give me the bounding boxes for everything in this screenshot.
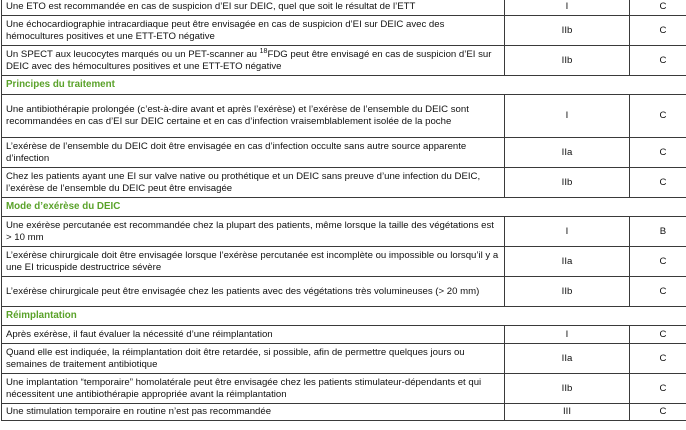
recommendation-text: Une exérèse percutanée est recommandée chez la plupart des patients, même lorsque la taille des végétations est > 10 mm [2, 217, 505, 247]
recommendation-text: Après exérèse, il faut évaluer la nécessité d’une réimplantation [2, 326, 505, 344]
recommendation-class: IIb [505, 277, 630, 307]
table-row [2, 0, 686, 16]
section-title: Réimplantation [2, 307, 686, 326]
text-post: FDG peut être envisagé en cas de suspicion d’EI sur DEIC avec des hémocultures positives et une ETT-ETO négative [6, 48, 492, 72]
evidence-level: C [630, 95, 686, 138]
recommendation-text: Chez les patients ayant une EI sur valve native ou prothétique et un DEIC sans preuve d’une infection du DEIC, l’exérèse de l’ensemble du DEIC peut être envisagée [2, 168, 505, 198]
recommendation-text: Une ETO est recommandée en cas de suspicion d’EI sur DEIC, quel que soit le résultat de l’ETT [2, 0, 505, 16]
recommendation-text: Une stimulation temporaire en routine n’est pas recommandée [2, 404, 505, 421]
evidence-level: C [630, 247, 686, 277]
evidence-level: C [630, 344, 686, 374]
recommendation-class: IIa [505, 138, 630, 168]
evidence-level: C [630, 404, 686, 421]
table-row [2, 404, 686, 421]
table-row [2, 374, 686, 404]
section-header-row [2, 307, 686, 326]
table-row [2, 344, 686, 374]
recommendation-text [2, 46, 505, 76]
section-header-row [2, 198, 686, 217]
isotope-superscript: 18 [259, 47, 268, 55]
table-row [2, 46, 686, 76]
evidence-level: C [630, 326, 686, 344]
evidence-level: B [630, 217, 686, 247]
recommendation-class: III [505, 404, 630, 421]
table-row [2, 277, 686, 307]
recommendation-class: IIa [505, 247, 630, 277]
recommendation-class: I [505, 217, 630, 247]
table-row [2, 95, 686, 138]
recommendations-table [1, 0, 686, 421]
text-pre: Un SPECT aux leucocytes marqués ou un PET-scanner au [6, 48, 260, 60]
evidence-level: C [630, 46, 686, 76]
recommendation-class: IIb [505, 374, 630, 404]
table-row [2, 217, 686, 247]
section-header-row [2, 76, 686, 95]
recommendation-text: Une antibiothérapie prolongée (c’est-à-dire avant et après l’exérèse) et l’exérèse de l’ensemble du DEIC sont recommandées en cas d’EI sur DEIC certaine et en cas d’infection vraisemblablement isolée de la poche [2, 95, 505, 138]
table-row [2, 326, 686, 344]
recommendation-text: L’exérèse de l’ensemble du DEIC doit être envisagée en cas d’infection occulte sans autre source apparente d’infection [2, 138, 505, 168]
table-row [2, 16, 686, 46]
evidence-level: C [630, 138, 686, 168]
table-row [2, 168, 686, 198]
evidence-level: C [630, 16, 686, 46]
recommendation-text: L’exérèse chirurgicale doit être envisagée lorsque l’exérèse percutanée est incomplète ou impossible ou lorsqu’il y a une EI tricuspide destructrice sévère [2, 247, 505, 277]
recommendation-text: Quand elle est indiquée, la réimplantation doit être retardée, si possible, afin de permettre quelques jours ou semaines de traitement antibiotique [2, 344, 505, 374]
recommendation-class: IIb [505, 16, 630, 46]
recommendation-class: I [505, 0, 630, 16]
evidence-level: C [630, 0, 686, 16]
recommendation-class: I [505, 326, 630, 344]
evidence-level: C [630, 277, 686, 307]
recommendation-text: Une échocardiographie intracardiaque peut être envisagée en cas de suspicion d’EI sur DEIC avec des hémocultures positives et une ETT-ETO négative [2, 16, 505, 46]
table-row [2, 247, 686, 277]
evidence-level: C [630, 374, 686, 404]
table-row [2, 138, 686, 168]
section-title: Mode d’exérèse du DEIC [2, 198, 686, 217]
recommendation-class: IIb [505, 168, 630, 198]
recommendation-text: L’exérèse chirurgicale peut être envisagée chez les patients avec des végétations très volumineuses (> 20 mm) [2, 277, 505, 307]
recommendation-class: IIb [505, 46, 630, 76]
recommendation-class: IIa [505, 344, 630, 374]
recommendation-text: Une implantation “temporaire” homolatérale peut être envisagée chez les patients stimulateur-dépendants et qui nécessitent une antibiothérapie appropriée avant la réimplantation [2, 374, 505, 404]
recommendation-class: I [505, 95, 630, 138]
section-title: Principes du traitement [2, 76, 686, 95]
evidence-level: C [630, 168, 686, 198]
